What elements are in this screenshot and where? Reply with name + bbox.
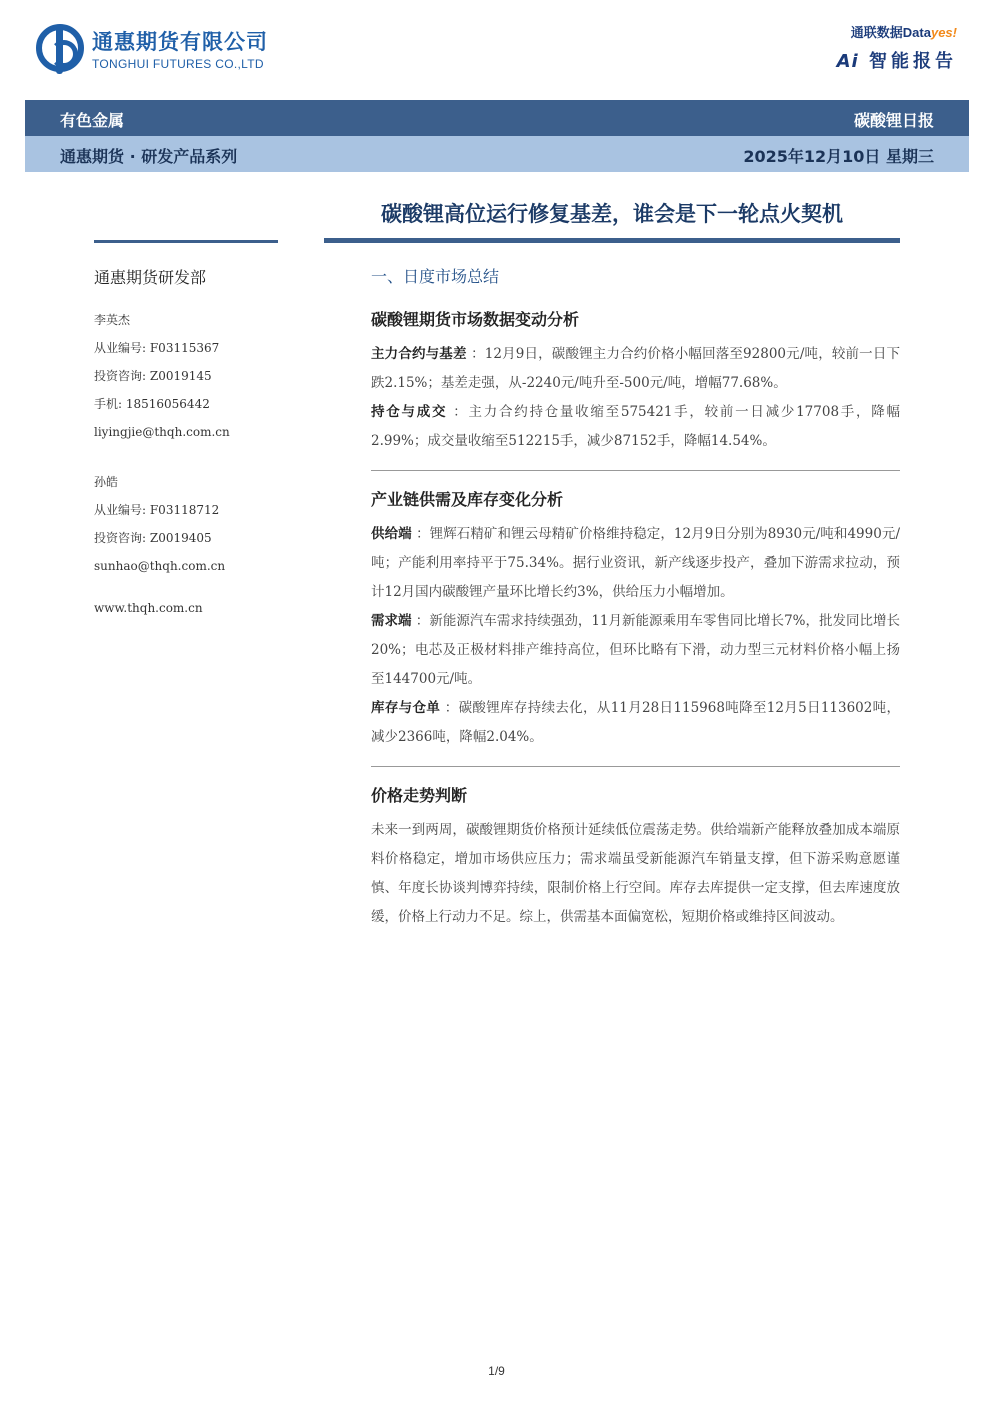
paragraph [371, 520, 900, 607]
paragraph-text: ：碳酸锂库存持续去化，从11月28日115968吨降至12月5日113602吨，减少2366吨，降幅2.04%。 [371, 700, 901, 745]
analyst-phone: 手机: 18516056442 [94, 397, 210, 411]
section-divider [371, 766, 900, 767]
series-band [25, 136, 969, 172]
paragraph-label: 需求端 [371, 613, 412, 629]
subsection-heading: 价格走势判断 [371, 786, 468, 805]
paragraph-text: ：锂辉石精矿和锂云母精矿价格维持稳定，12月9日分别为8930元/吨和4990元/吨；产能利用率持平于75.34%。据行业资讯，新产线逐步投产，叠加下游需求拉动，预计12月国内碳酸锂产量环比增长约3%，供给压力小幅增加。 [371, 526, 900, 600]
section-heading: 一、日度市场总结 [371, 267, 500, 286]
analyst-consult-id: 投资咨询: Z0019145 [94, 369, 212, 383]
paragraph-label: 库存与仓单 [371, 700, 441, 716]
company-name-cn: 通惠期货有限公司 [92, 29, 268, 54]
subsection-heading: 产业链供需及库存变化分析 [371, 490, 564, 509]
analyst-sidebar [94, 265, 314, 628]
company-website-link[interactable]: www.thqh.com.cn [94, 601, 203, 615]
datayes-prefix: 通联数据 [850, 25, 903, 40]
paragraph-label: 持仓与成交 [371, 404, 448, 420]
research-dept: 通惠期货研发部 [94, 268, 207, 287]
ai-report-label: 智能报告 [869, 51, 957, 72]
section-divider [371, 470, 900, 471]
paragraph-label: 主力合约与基差 [371, 346, 467, 362]
datayes-yes: yes! [930, 25, 957, 40]
analyst-consult-id: 投资咨询: Z0019405 [94, 531, 212, 545]
paragraph: 未来一到两周，碳酸锂期货价格预计延续低位震荡走势。供给端新产能释放叠加成本端原料价格稳定，增加市场供应压力；需求端虽受新能源汽车销量支撑，但下游采购意愿谨慎、年度长协谈判博弈持续，限制价格上行空间。库存去库提供一定支撑，但去库速度放缓，价格上行动力不足。综上，供需基本面偏宽松，短期价格或维持区间波动。 [371, 822, 900, 925]
series-label: 通惠期货 · 研发产品系列 [60, 147, 238, 166]
paragraph [371, 340, 900, 398]
paragraph-text: ：主力合约持仓量收缩至575421手，较前一日减少17708手，降幅2.99%；成交量收缩至512215手，减少87152手，降幅14.54%。 [371, 404, 900, 449]
analyst-name: 李英杰 [94, 313, 131, 327]
analyst-email[interactable]: sunhao@thqh.com.cn [94, 559, 226, 573]
subsection-heading: 碳酸锂期货市场数据变动分析 [371, 310, 580, 329]
ai-mark: Ai [836, 51, 859, 72]
paragraph-text: ：12月9日，碳酸锂主力合约价格小幅回落至92800元/吨，较前一日下跌2.15%；基差走强，从-2240元/吨升至-500元/吨，增幅77.68%。 [371, 346, 900, 391]
analyst-license: 从业编号: F03118712 [94, 503, 220, 517]
paragraph [371, 607, 900, 694]
company-logo-icon [36, 24, 84, 72]
report-type-label: 碳酸锂日报 [853, 111, 934, 130]
sidebar-divider [94, 240, 278, 243]
datayes-logo [837, 22, 957, 73]
analyst-email[interactable]: liyingjie@thqh.com.cn [94, 425, 230, 439]
report-title: 碳酸锂高位运行修复基差，谁会是下一轮点火契机 [381, 202, 843, 226]
paragraph-label: 供给端 [371, 526, 412, 542]
company-logo [36, 24, 268, 72]
paragraph-text: ：新能源汽车需求持续强劲，11月新能源乘用车零售同比增长7%，批发同比增长20%；电芯及正极材料排产维持高位，但环比略有下滑，动力型三元材料价格小幅上扬至144700元/吨。 [371, 613, 901, 687]
page-number: 1/9 [488, 1364, 505, 1378]
report-date: 2025年12月10日 星期三 [743, 147, 934, 166]
datayes-data: Data [902, 25, 931, 40]
analyst-license: 从业编号: F03115367 [94, 341, 220, 355]
analyst-name: 孙皓 [94, 475, 119, 489]
sector-band [25, 100, 969, 136]
sector-label: 有色金属 [60, 111, 125, 130]
report-body [371, 264, 900, 932]
title-divider [324, 238, 900, 243]
paragraph [371, 694, 900, 752]
paragraph [371, 398, 900, 456]
company-name-en: TONGHUI FUTURES CO.,LTD [92, 56, 264, 71]
